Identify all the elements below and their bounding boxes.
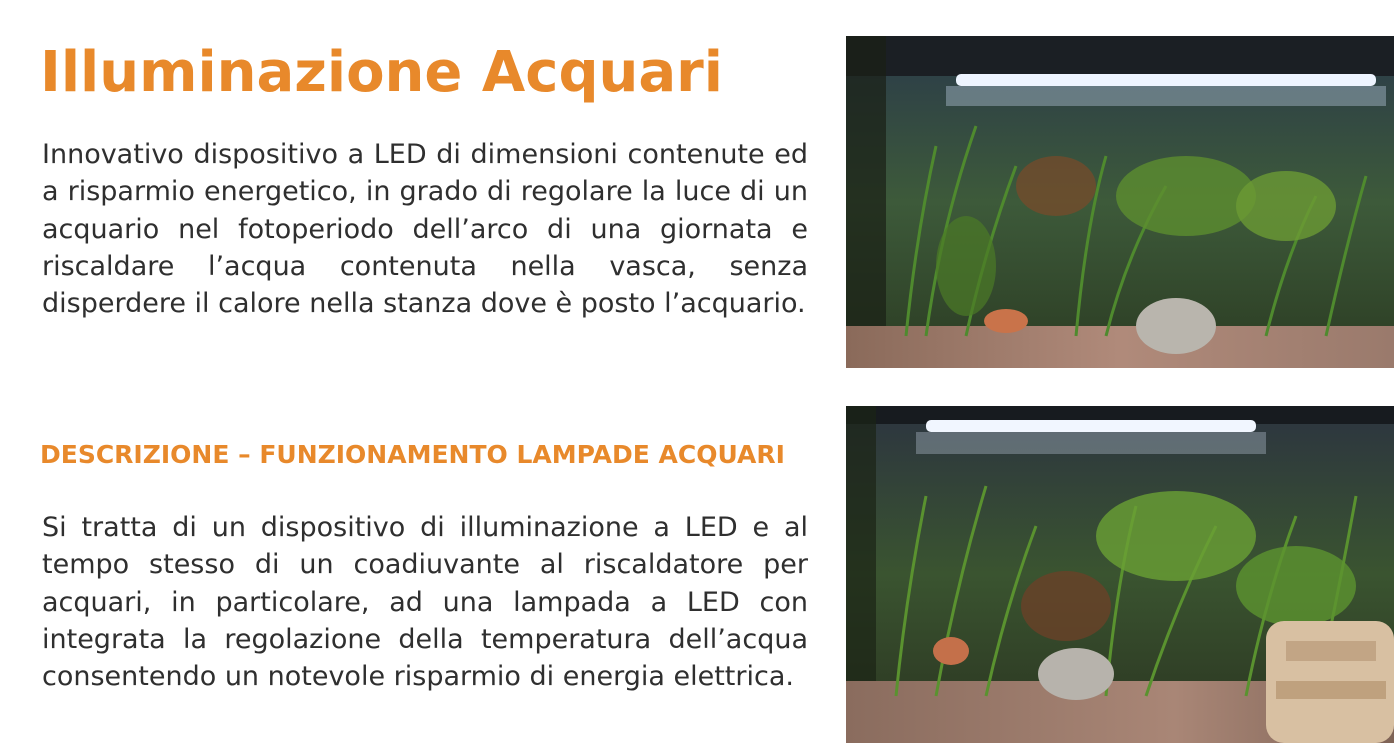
page-title: Illuminazione Acquari [40,40,723,105]
section-heading: DESCRIZIONE – FUNZIONAMENTO LAMPADE ACQUARI [40,440,785,469]
description-paragraph: Si tratta di un dispositivo di illuminazione a LED e al tempo stesso di un coadiuvante al riscaldatore per acquari, in particolare, ad una lampada a LED con integrata la regolazione della temperatura dell’acqua consentendo un notevole risparmio di energia elettrica. [42,512,808,693]
intro-paragraph: Innovativo dispositivo a LED di dimensioni contenute ed a risparmio energetico, in grado di regolare la luce di un acquario nel fotoperiodo dell’arco di una giornata e riscaldare l’acqua contenuta nella vasca, senza disperdere il calore nella stanza dove è posto l’acquario. [42,139,808,320]
aquarium-photo-2 [846,406,1394,743]
aquarium-photo-1 [846,36,1394,368]
